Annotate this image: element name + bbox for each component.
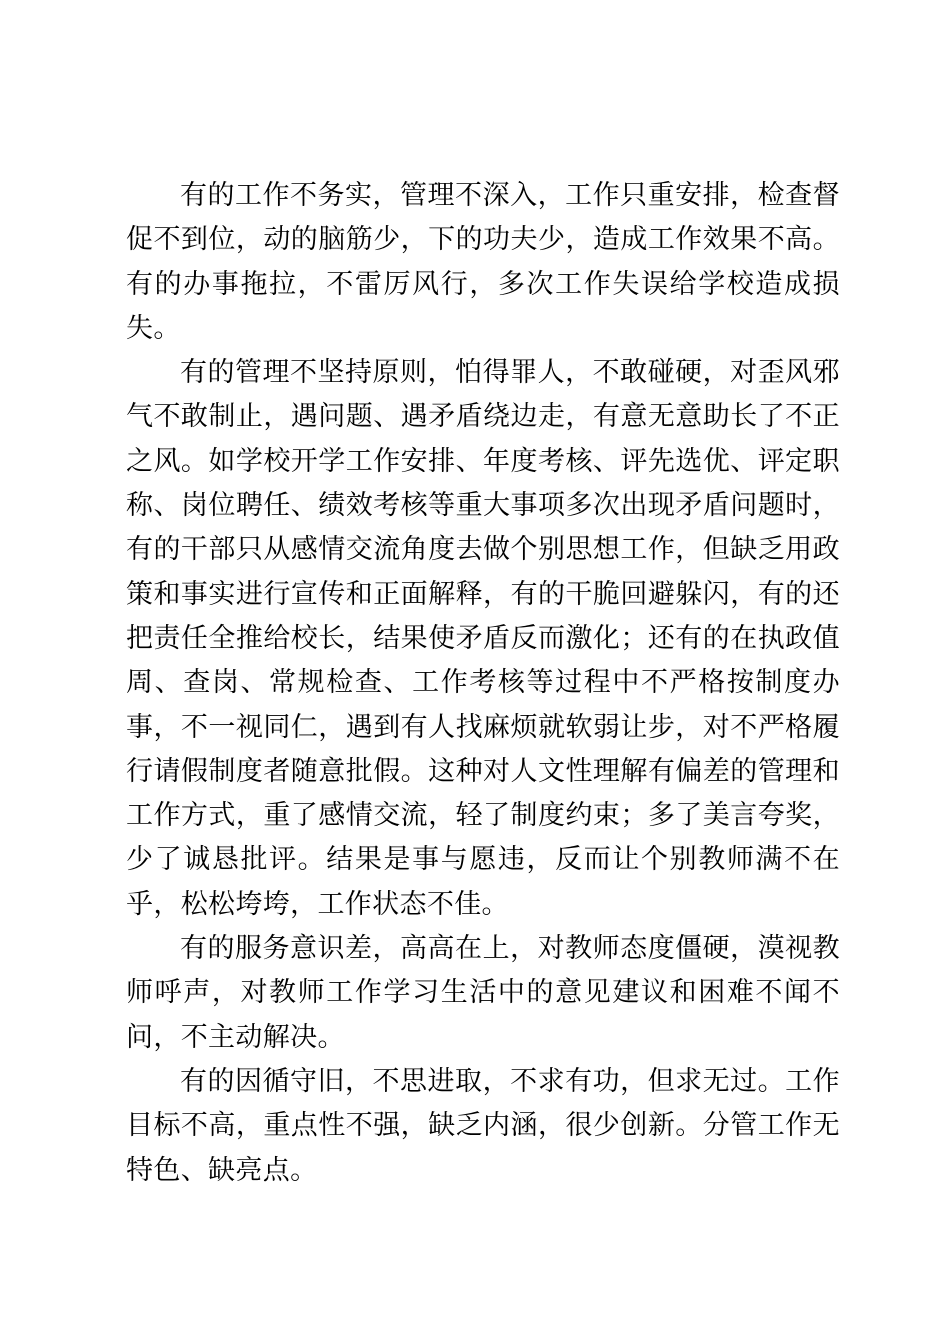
paragraph-4: 有的因循守旧，不思进取，不求有功，但求无过。工作目标不高，重点性不强，缺乏内涵，很少创新。分管工作无特色、缺亮点。	[126, 1065, 840, 1186]
document-body	[126, 174, 840, 1193]
paragraph-3: 有的服务意识差，高高在上，对教师态度僵硬，漠视教师呼声，对教师工作学习生活中的意见建议和困难不闻不问，不主动解决。	[126, 933, 840, 1053]
paragraph-1: 有的工作不务实，管理不深入，工作只重安排，检查督促不到位，动的脑筋少，下的功夫少，造成工作效果不高。有的办事拖拉，不雷厉风行，多次工作失误给学校造成损失。	[126, 180, 840, 344]
paragraph-2: 有的管理不坚持原则，怕得罪人，不敢碰硬，对歪风邪气不敢制止，遇问题、遇矛盾绕边走，有意无意助长了不正之风。如学校开学工作安排、年度考核、评先选优、评定职称、岗位聘任、绩效考核等重大事项多次出现矛盾问题时，有的干部只从感情交流角度去做个别思想工作，但缺乏用政策和事实进行宣传和正面解释，有的干脆回避躲闪，有的还把责任全推给校长，结果使矛盾反而激化；还有的在执政值周、查岗、常规检查、工作考核等过程中不严格按制度办事，不一视同仁，遇到有人找麻烦就软弱让步，对不严格履行请假制度者随意批假。这种对人文性理解有偏差的管理和工作方式，重了感情交流，轻了制度约束；多了美言夸奖，少了诚恳批评。结果是事与愿违，反而让个别教师满不在乎，松松垮垮，工作状态不佳。	[126, 357, 840, 920]
